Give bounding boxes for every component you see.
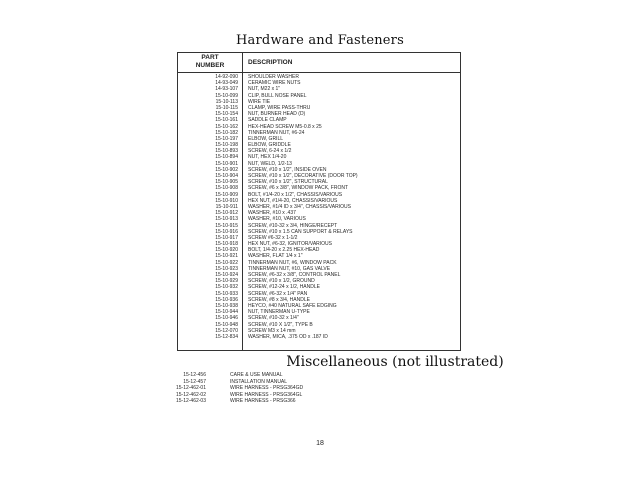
table-row xyxy=(150,398,390,405)
part-number: 15-10-198 xyxy=(215,142,238,149)
part-description: SCREW, #10 x 1/2", INSIDE OVEN xyxy=(248,166,327,173)
part-description: WIRE HARNESS - PRSG364GD xyxy=(230,385,304,392)
part-number-header xyxy=(178,54,242,70)
part-description: NUT, BURNER HEAD (D) xyxy=(248,111,306,118)
part-number: 15-10-915 xyxy=(215,222,238,229)
part-number: 15-10-099 xyxy=(215,92,238,99)
part-number: 15-10-113 xyxy=(215,98,238,105)
part-description: SHOULDER WASHER xyxy=(248,74,299,80)
part-number: 15-10-936 xyxy=(215,296,238,303)
part-number: 15-10-182 xyxy=(215,129,238,136)
part-number: 15-10-902 xyxy=(215,166,238,173)
part-number: 15-10-912 xyxy=(215,210,238,217)
part-number: 15-10-910 xyxy=(215,197,238,204)
part-description: HEX NUT, #1/4-20, CHASSIS/VARIOUS xyxy=(248,197,338,204)
part-header-line2: NUMBER xyxy=(195,62,225,69)
part-description: NUT, TINNERMAN U-TYPE xyxy=(248,309,310,316)
part-number: 15-10-905 xyxy=(215,179,238,186)
part-description: HEX-HEAD SCREW M5-0.8 x 25 xyxy=(248,123,322,130)
part-number: 15-10-197 xyxy=(215,135,238,142)
part-description: HEX NUT, #6-32, IGNITOR/VARIOUS xyxy=(248,241,333,248)
part-description: SCREW M3 x 14 mm xyxy=(248,327,296,334)
part-number: 15-10-162 xyxy=(215,123,238,130)
misc-parts-list xyxy=(150,372,390,405)
part-number: 14-93-049 xyxy=(215,80,238,87)
part-number: 14-92-090 xyxy=(215,74,238,80)
table-row xyxy=(150,385,390,392)
part-number: 15-12-834 xyxy=(215,333,238,340)
part-number: 15-10-946 xyxy=(215,315,238,322)
part-number: 15-10-115 xyxy=(215,104,238,111)
part-number: 15-10-920 xyxy=(215,247,238,254)
part-number: 15-10-916 xyxy=(215,228,238,235)
part-description: SCREW, #10 x 1/2", DECORATIVE (DOOR TOP) xyxy=(248,173,358,179)
part-description: SCREW, 6-24 x 1/2 xyxy=(248,148,292,155)
part-description: ELBOW, GRILL xyxy=(248,135,284,142)
table-header xyxy=(178,53,460,73)
part-number: 15-10-904 xyxy=(215,173,238,179)
part-description: CLIP, BULL NOSE PANEL xyxy=(248,92,307,99)
part-number: 15-10-922 xyxy=(215,259,238,266)
part-number: 15-10-911 xyxy=(215,203,238,210)
part-description: SCREW, #10-32 x 1/4" xyxy=(248,315,299,322)
table-body xyxy=(178,74,460,340)
part-description: SCREW, #6-32 x 1/4" PAN xyxy=(248,290,308,297)
part-description: SCREW, #10-32 x 3/4, HINGE/RECEPT xyxy=(248,222,338,229)
part-description: TINNERMAN NUT, #10, GAS VALVE xyxy=(248,265,331,272)
part-number: 15-10-893 xyxy=(215,148,238,155)
part-description: WIRE HARNESS - PRSG364GL xyxy=(230,391,303,398)
part-description: TINNERMAN NUT, #6-24 xyxy=(248,129,305,136)
part-description: SCREW, #10 X 1/2", TYPE B xyxy=(248,321,313,328)
part-number: 15-10-908 xyxy=(215,185,238,192)
part-description: SCREW, #12-24 x 1/2, HANDLE xyxy=(248,284,320,291)
part-number: 15-10-932 xyxy=(215,284,238,291)
part-description: NUT, HEX 1/4-20 xyxy=(248,154,287,161)
part-description: WASHER, #10, VARIOUS xyxy=(248,216,306,223)
part-description: SCREW, #8 x 3/4, HANDLE xyxy=(248,296,310,303)
part-number: 15-10-894 xyxy=(215,154,238,161)
part-number: 15-12-462-03 xyxy=(175,398,206,405)
part-description: INSTALLATION MANUAL xyxy=(230,378,288,385)
part-description: SCREW, #10 x 1/2", STRUCTURAL xyxy=(248,179,328,186)
part-description: NUT, WELD, 1/2-13 xyxy=(248,160,292,167)
part-description: BOLT, #1/4-20 x 1/2", CHASSIS/VARIOUS xyxy=(248,191,343,198)
part-number: 15-10-918 xyxy=(215,241,238,248)
part-description: SCREW #6-32 x 1-1/2 xyxy=(248,234,298,241)
part-description: WASHER, MICA, .375 OD x .187 ID xyxy=(248,333,328,340)
hardware-parts-table xyxy=(177,52,461,351)
part-description: SCREW, #10 x 1.5 CAN SUPPORT & RELAYS xyxy=(248,228,353,235)
part-description: HEYCO, #40 NATURAL SAFE EDGING xyxy=(248,302,337,309)
page-number: 18 xyxy=(316,440,324,447)
table-row xyxy=(150,392,390,399)
part-number: 15-12-457 xyxy=(183,378,206,385)
part-number: 15-12-070 xyxy=(215,327,238,334)
part-description: CERAMIC WIRE NUTS xyxy=(248,80,301,87)
part-number: 15-10-948 xyxy=(215,321,238,328)
description-header: DESCRIPTION xyxy=(248,59,293,66)
part-description: BOLT, 1/4-20 x 2.25 HEX-HEAD xyxy=(248,247,320,254)
part-description: SCREW, #6 x 3/8", WINDOW PACK, FRONT xyxy=(248,185,349,192)
part-description: CLAMP, WIRE PASS-THRU xyxy=(248,104,311,111)
table-row xyxy=(150,379,390,386)
part-description: WIRE HARNESS - PRSG366 xyxy=(230,398,296,405)
part-description: WASHER, FLAT 1/4 x 1" xyxy=(248,253,303,260)
table-row xyxy=(150,372,390,379)
part-description: CARE & USE MANUAL xyxy=(230,372,283,378)
part-number: 15-10-923 xyxy=(215,265,238,272)
part-number: 15-10-938 xyxy=(215,302,238,309)
part-description: TINNERMAN NUT, #6, WINDOW PACK xyxy=(248,259,337,266)
part-number: 15-10-901 xyxy=(215,160,238,167)
part-number: 15-10-154 xyxy=(215,111,238,118)
part-number: 15-12-456 xyxy=(183,372,206,378)
part-number: 14-93-107 xyxy=(215,86,238,93)
part-description: SCREW, #10 x 1/2, GROUND xyxy=(248,278,315,285)
part-number: 15-10-909 xyxy=(215,191,238,198)
part-number: 15-10-933 xyxy=(215,290,238,297)
part-header-line1: PART xyxy=(201,54,219,61)
part-description: WASHER, #10 x .437 xyxy=(248,210,296,217)
misc-section-title: Miscellaneous (not illustrated) xyxy=(286,354,504,370)
part-number: 15-12-462-01 xyxy=(175,385,206,392)
part-number: 15-10-944 xyxy=(215,309,238,316)
part-number: 15-10-921 xyxy=(215,253,238,260)
part-description: NUT, M22 x 1" xyxy=(248,86,281,93)
part-description: SCREW, #6-32 x 3/8", CONTROL PANEL xyxy=(248,272,341,278)
hardware-section-title: Hardware and Fasteners xyxy=(236,33,404,48)
part-number: 15-10-924 xyxy=(215,272,238,278)
part-number: 15-12-462-02 xyxy=(175,391,206,398)
part-description: SADDLE CLAMP xyxy=(248,117,287,124)
part-number: 15-10-161 xyxy=(215,117,238,124)
part-description: ELBOW, GRIDDLE xyxy=(248,142,291,149)
part-number: 15-10-929 xyxy=(215,278,238,285)
table-row xyxy=(178,334,460,340)
part-description: WIRE TIE xyxy=(248,98,271,105)
part-number: 15-10-913 xyxy=(215,216,238,223)
part-number: 15-10-917 xyxy=(215,234,238,241)
part-description: WASHER, #1/4 ID x 3/4", CHASSIS/VARIOUS xyxy=(248,203,351,210)
